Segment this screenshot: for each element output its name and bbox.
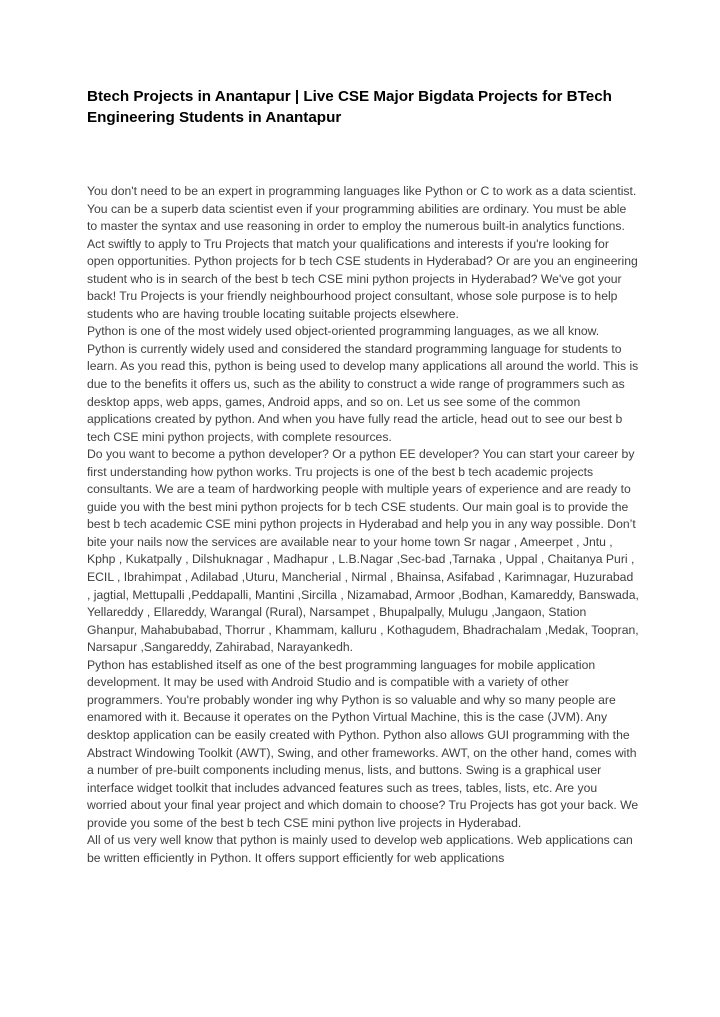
paragraph-python-overview: Python is one of the most widely used object-oriented programming languages, as we all know. Python is currently widely used and considered the standard programming language for students to learn. As you read this, python is being used to develop many applications all around the world. This is due to the benefits it offers us, such as the ability to construct a wide range of programmers such as desktop apps, web apps, games, Android apps, and so on. Let us see some of the common applications created by python. And when you have fully read the article, head out to see our best b tech CSE mini python projects, with complete resources. [87, 324, 639, 444]
page-title: Btech Projects in Anantapur | Live CSE Major Bigdata Projects for BTech Engineering Students in Anantapur [87, 88, 612, 126]
paragraph-web-applications: All of us very well know that python is mainly used to develop web applications. Web applications can be written efficiently in Python. It offers support efficiently for web applications [87, 833, 633, 865]
paragraph-intro: You don't need to be an expert in programming languages like Python or C to work as a data scientist. You can be a superb data scientist even if your programming abilities are ordinary. You must be able to master the syntax and use reasoning in order to employ the numerous built-in analytics functions. Act swiftly to apply to Tru Projects that match your qualifications and interests if you're looking for open opportunities. Python projects for b tech CSE students in Hyderabad? Or are you an engineering student who is in search of the best b tech CSE mini python projects in Hyderabad? We've got your back! Tru Projects is your friendly neighbourhood project consultant, whose sole purpose is to help students who are having trouble locating suitable projects elsewhere. [87, 184, 638, 321]
paragraph-mobile-development: Python has established itself as one of the best programming languages for mobile application development. It may be used with Android Studio and is compatible with a variety of other programmers. You're probably wonder ing why Python is so valuable and why so many people are enamored with it. Because it operates on the Python Virtual Machine, this is the case (JVM). Any desktop application can be easily created with Python. Python also allows GUI programming with the Abstract Windowing Toolkit (AWT), Swing, and other frameworks. AWT, on the other hand, comes with a number of pre-built components including menus, lists, and buttons. Swing is a graphical user interface widget toolkit that includes advanced features such as trees, tables, lists, etc. Are you worried about your final year project and which domain to choose? Tru Projects has got your back. We provide you some of the best b tech CSE mini python live projects in Hyderabad. [87, 657, 639, 830]
article-body [87, 183, 639, 867]
paragraph-python-developer: Do you want to become a python developer? Or a python EE developer? You can start your career by first understanding how python works. Tru projects is one of the best b tech academic projects consultants. We are a team of hardworking people with multiple years of experience and are ready to guide you with the best mini python projects for b tech CSE students. Our main goal is to provide the best b tech academic CSE mini python projects in Hyderabad and help you in any way possible. Don’t bite your nails now the services are available near to your home town Sr nagar , Ameerpet , Jntu , Kphp , Kukatpally , Dilshuknagar , Madhapur , L.B.Nagar ,Sec-bad ,Tarnaka , Uppal , Chaitanya Puri , ECIL , Ibrahimpat , Adilabad ,Uturu, Mancherial , Nirmal , Bhainsa, Asifabad , Karimnagar, Huzurabad , jagtial, Mettupalli ,Peddapalli, Mantini ,Sircilla , Nizamabad, Armoor ,Bodhan, Kamareddy, Banswada, Yellareddy , Ellareddy, Warangal (Rural), Narsampet , Bhupalpally, Mulugu ,Jangaon, Station Ghanpur, Mahabubabad, Thorrur , Khammam, kalluru , Kothagudem, Bhadrachalam ,Medak, Toopran, Narsapur ,Sangareddy, Zahirabad, Narayankedh. [87, 447, 639, 655]
